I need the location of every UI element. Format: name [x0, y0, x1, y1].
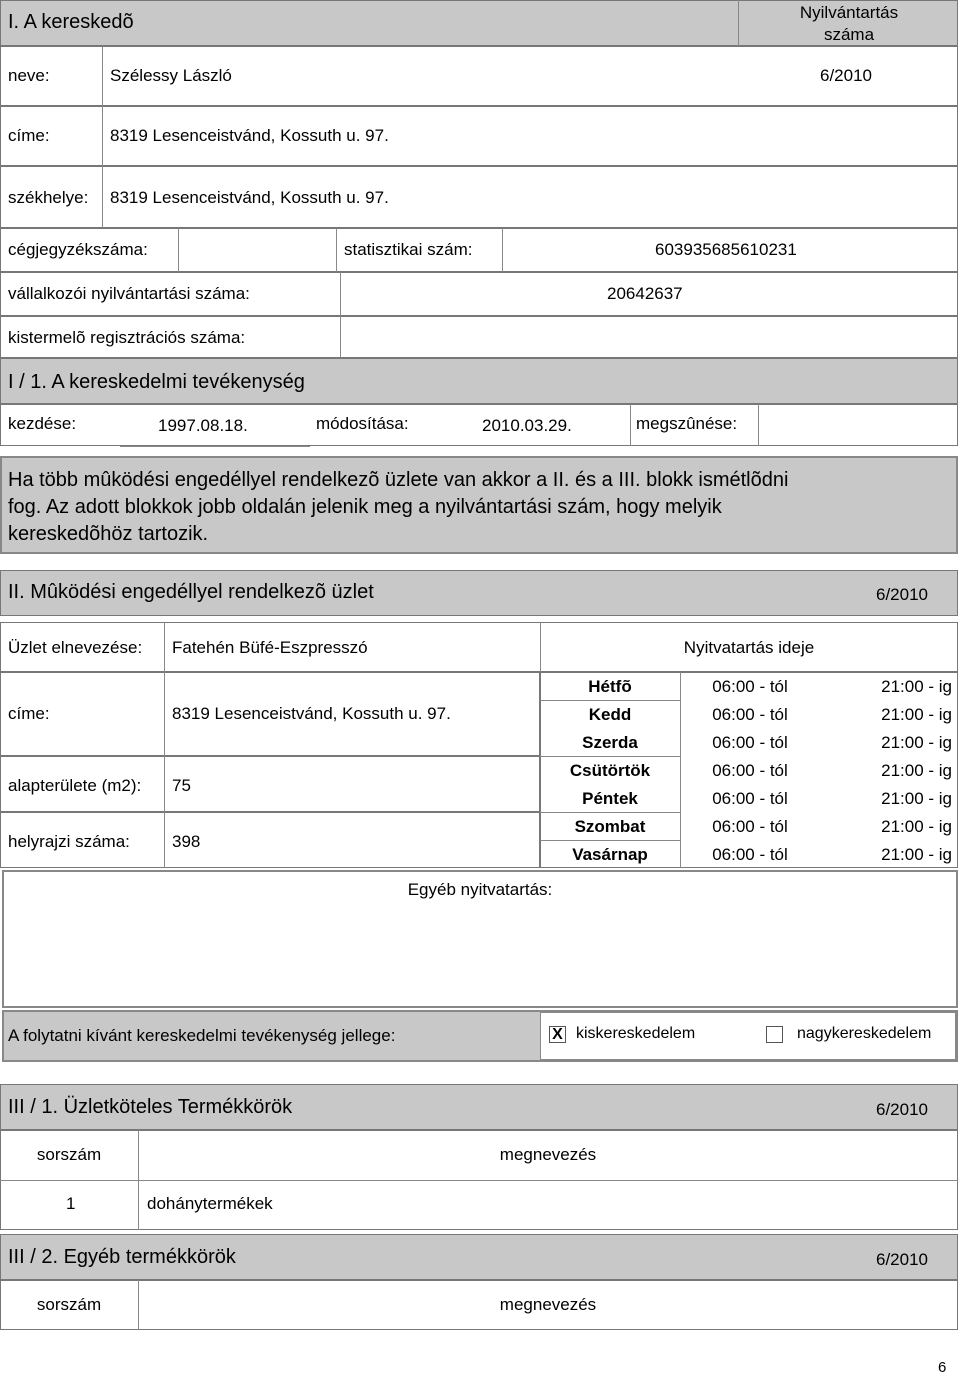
- trader-reg-number: 6/2010: [820, 66, 872, 85]
- hours-day: Vasárnap: [572, 845, 648, 864]
- start-date: 1997.08.18.: [158, 416, 248, 435]
- products-reg-number: 6/2010: [876, 1100, 928, 1119]
- wholesale-checkbox[interactable]: [766, 1026, 783, 1043]
- company-reg-divider-1: [178, 228, 179, 272]
- shop-area: 75: [172, 776, 191, 795]
- product-num: 1: [66, 1194, 76, 1213]
- start-label: kezdése:: [8, 414, 77, 433]
- page-number: 6: [938, 1359, 947, 1376]
- hours-to: 21:00 - ig: [881, 817, 952, 836]
- shop-area-label: alapterülete (m2):: [8, 776, 142, 795]
- wholesale-label: nagykereskedelem: [797, 1025, 932, 1042]
- hours-day: Csütörtök: [569, 761, 651, 780]
- retail-checkbox[interactable]: X: [549, 1026, 566, 1043]
- hours-from: 06:00 - tól: [712, 733, 788, 752]
- company-reg-label: cégjegyzékszáma:: [8, 240, 148, 259]
- hours-from: 06:00 - tól: [712, 845, 788, 864]
- address-label: címe:: [8, 126, 50, 145]
- seat-label: székhelye:: [8, 188, 89, 207]
- hours-to: 21:00 - ig: [881, 845, 952, 864]
- other-products-col-name: megnevezés: [499, 1295, 597, 1314]
- address-row-divider: [102, 106, 103, 166]
- shop-name: Fatehén Büfé-Eszpresszó: [172, 638, 368, 657]
- shop-lot: 398: [172, 832, 201, 851]
- products-col-num: sorszám: [36, 1145, 102, 1164]
- hours-title: Nyitvatartás ideje: [683, 638, 815, 657]
- mod-label: módosítása:: [316, 414, 409, 433]
- notice-line-1: Ha több mûködési engedéllyel rendelkezõ üzlete van akkor a II. és a III. blokk ismétlõdni: [8, 469, 789, 491]
- stat-number: 603935685610231: [655, 240, 797, 259]
- shop-lot-label: helyrajzi száma:: [8, 832, 130, 851]
- shop-area-divider: [164, 756, 165, 812]
- section-title: I. A kereskedõ: [8, 11, 134, 33]
- trader-seat: 8319 Lesenceistvánd, Kossuth u. 97.: [110, 188, 389, 207]
- products-title: III / 1. Üzletköteles Termékkörök: [8, 1096, 293, 1118]
- name-row-divider: [102, 46, 103, 106]
- hours-day: Péntek: [582, 789, 638, 808]
- trader-name: Szélessy László: [110, 66, 232, 85]
- shop-address-divider: [164, 672, 165, 756]
- products-header-line: [0, 1180, 958, 1181]
- notice-line-2: fog. Az adott blokkok jobb oldalán jelenik meg a nyilvántartási szám, hogy melyik: [8, 496, 722, 518]
- shop-name-label: Üzlet elnevezése:: [8, 638, 143, 657]
- shop-address-label: címe:: [8, 704, 50, 723]
- shop-title: II. Mûködési engedéllyel rendelkezõ üzlet: [8, 581, 374, 603]
- entrepreneur-divider: [340, 272, 341, 316]
- hours-to: 21:00 - ig: [881, 705, 952, 724]
- hours-from: 06:00 - tól: [712, 677, 788, 696]
- stat-label: statisztikai szám:: [344, 240, 473, 259]
- trader-address: 8319 Lesenceistvánd, Kossuth u. 97.: [110, 126, 389, 145]
- name-label: neve:: [8, 66, 50, 85]
- other-products-reg-number: 6/2010: [876, 1250, 928, 1269]
- hours-to: 21:00 - ig: [881, 761, 952, 780]
- other-hours-label: Egyéb nyitvatartás:: [407, 880, 553, 899]
- hours-to: 21:00 - ig: [881, 733, 952, 752]
- end-label: megszûnése:: [636, 414, 738, 433]
- company-reg-divider-2: [336, 228, 337, 272]
- activity-dates-row: [0, 404, 958, 446]
- hours-to: 21:00 - ig: [881, 677, 952, 696]
- hours-from: 06:00 - tól: [712, 817, 788, 836]
- hours-day: Kedd: [588, 705, 632, 724]
- other-products-title: III / 2. Egyéb termékkörök: [8, 1246, 236, 1268]
- hours-day: Szombat: [574, 817, 646, 836]
- shop-name-divider-1: [164, 622, 165, 672]
- hours-from: 06:00 - tól: [712, 789, 788, 808]
- reg-label-line2: száma: [823, 25, 875, 44]
- hours-row-line-4: [540, 840, 680, 841]
- start-underline: [120, 446, 310, 447]
- header-divider: [738, 0, 739, 46]
- activity-title: I / 1. A kereskedelmi tevékenység: [8, 371, 305, 393]
- farmer-divider: [340, 316, 341, 358]
- hours-day: Szerda: [582, 733, 638, 752]
- other-products-col-num: sorszám: [36, 1295, 102, 1314]
- shop-lot-divider: [164, 812, 165, 868]
- end-divider: [758, 404, 759, 446]
- hours-from: 06:00 - tól: [712, 705, 788, 724]
- mod-date: 2010.03.29.: [482, 416, 572, 435]
- dates-divider: [630, 404, 631, 446]
- shop-address: 8319 Lesenceistvánd, Kossuth u. 97.: [172, 704, 451, 723]
- hours-from: 06:00 - tól: [712, 761, 788, 780]
- hours-day: Hétfõ: [588, 677, 632, 696]
- nature-label: A folytatni kívánt kereskedelmi tevékenység jellege:: [8, 1026, 396, 1045]
- hours-row-line-2: [540, 756, 680, 757]
- hours-row-line-1: [540, 700, 680, 701]
- products-col-name: megnevezés: [499, 1145, 597, 1164]
- reg-label-line1: Nyilvántartás: [799, 3, 899, 22]
- entrepreneur-label: vállalkozói nyilvántartási száma:: [8, 284, 250, 303]
- farmer-label: kistermelõ regisztrációs száma:: [8, 328, 246, 347]
- product-name: dohánytermékek: [147, 1194, 273, 1213]
- retail-label: kiskereskedelem: [576, 1025, 696, 1042]
- hours-row-line-3: [540, 812, 680, 813]
- shop-reg-number: 6/2010: [876, 585, 928, 604]
- company-reg-divider-3: [502, 228, 503, 272]
- entrepreneur-number: 20642637: [607, 284, 683, 303]
- hours-to: 21:00 - ig: [881, 789, 952, 808]
- notice-line-3: kereskedõhöz tartozik.: [8, 523, 209, 545]
- seat-row-divider: [102, 166, 103, 228]
